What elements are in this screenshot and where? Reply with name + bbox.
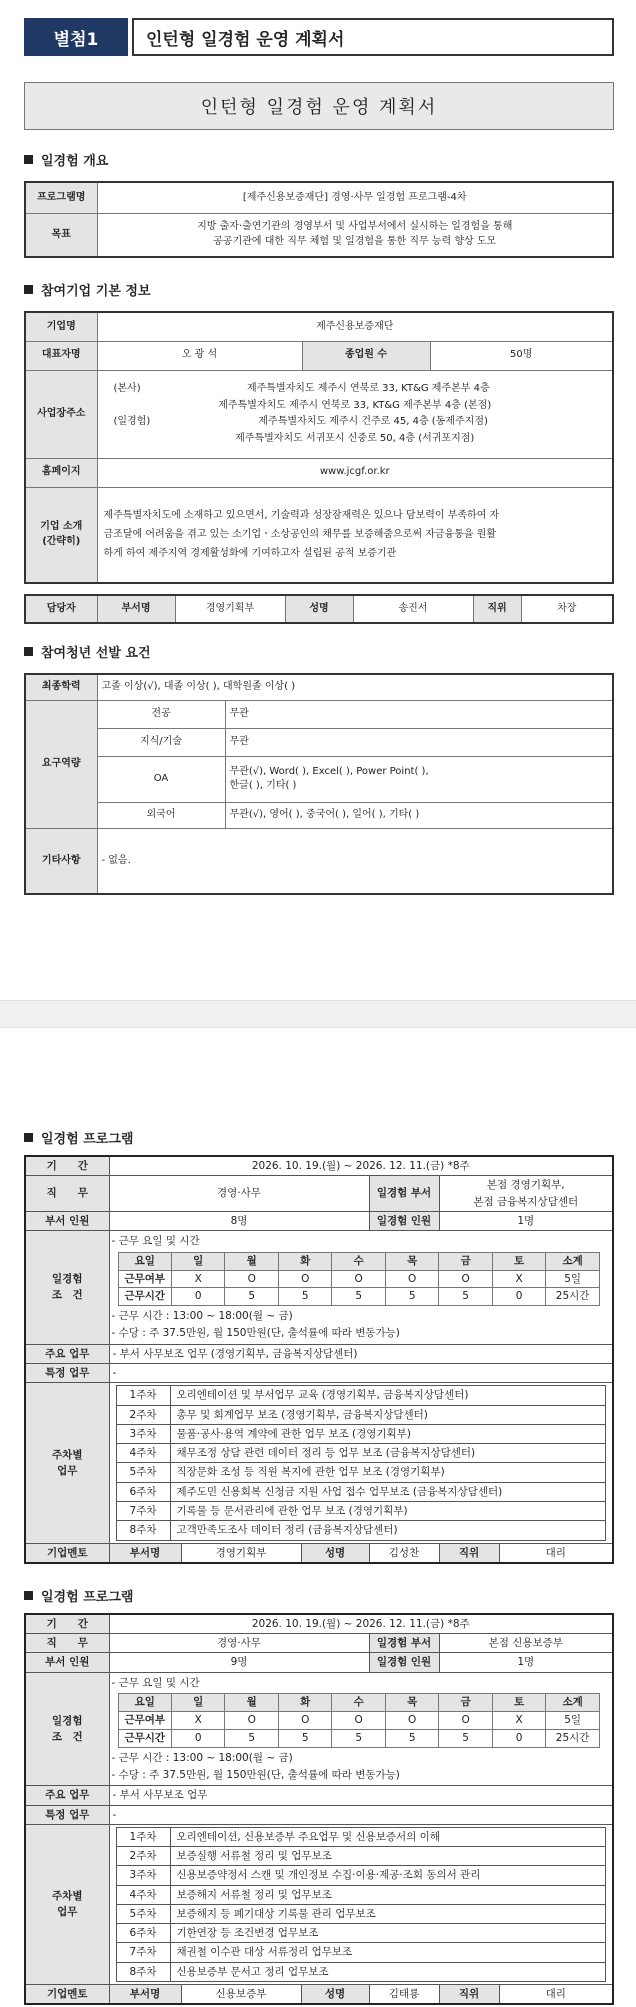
table-row [25,487,613,583]
section-heading-label: 참여기업 기본 정보 [41,284,151,299]
schedule-header: 소계 [546,1694,600,1712]
quota-value: 1명 [439,1653,613,1672]
schedule-header: 화 [278,1694,331,1712]
week-task: 보증해지 등 폐기대상 기록물 관리 업무보조 [170,1904,606,1923]
address-tag: (본사) [113,383,141,394]
table-row [25,1614,613,1634]
mentor-position-value: 대리 [499,1543,613,1563]
schedule-header: 토 [492,1252,545,1270]
company-intro-value [97,487,613,583]
square-bullet-icon [24,1591,33,1600]
mentor-label: 기업멘토 [25,1985,109,2005]
company-table [24,311,614,584]
address-tag: (일경험) [113,416,151,427]
goal-line: 공공기관에 대한 직무 체험 및 일경험을 통한 직무 능력 향상 도모 [213,235,497,247]
weekly-task-table [116,1385,607,1540]
dept-staff-label: 부서 인원 [25,1211,109,1230]
name-label: 성명 [285,595,353,623]
address-text: 제주특별자치도 제주시 연북로 33, KT&G 제주본부 4층 [246,383,490,394]
quota-label: 일경험 인원 [369,1211,439,1230]
table-row [25,341,613,370]
name-value: 송진서 [353,595,473,623]
staff-count-value: 50명 [430,341,613,370]
schedule-cell: 5 [278,1288,331,1306]
week-task: 물품·공사·용역 계약에 관한 업무 보조 (경영기획부) [170,1424,606,1443]
mentor-position-value: 대리 [499,1985,613,2005]
main-task-label: 주요 업무 [25,1344,109,1363]
weekly-task-row [116,1866,606,1885]
schedule-header: 수 [332,1252,385,1270]
square-bullet-icon [24,155,33,164]
schedule-cell: 5일 [546,1270,600,1288]
address-value [97,370,613,458]
schedule-cell: O [278,1712,331,1730]
quota-value: 1명 [439,1211,613,1230]
schedule-cell: 0 [492,1288,545,1306]
schedule-header: 금 [439,1252,492,1270]
table-row [25,1211,613,1230]
condition-label [25,1231,109,1345]
weekly-task-row [116,1482,606,1501]
week-number: 3주차 [116,1866,170,1885]
schedule-header: 요일 [118,1252,171,1270]
square-bullet-icon [24,1133,33,1142]
mentor-dept-value: 신용보증부 [181,1985,301,2005]
quota-label: 일경험 인원 [369,1653,439,1672]
table-row [25,1543,613,1563]
schedule-cell: 5 [332,1288,385,1306]
week-number: 8주차 [116,1962,170,1981]
schedule-header: 수 [332,1694,385,1712]
table-row [25,1985,613,2005]
homepage-label: 홈페이지 [25,458,97,487]
mentor-dept-label: 부서명 [109,1543,181,1563]
schedule-cell: O [278,1270,331,1288]
table-row [25,1344,613,1363]
weekly-task-row [116,1444,606,1463]
manager-label: 담당자 [25,595,97,623]
section-heading-company [24,280,614,299]
address-text: 제주특별자치도 제주시 건주로 45, 4층 (동제주지점) [258,416,488,427]
special-task-value: - [109,1805,613,1824]
weekly-task-table [116,1827,607,1982]
table-row [25,595,613,623]
schedule-row [118,1712,599,1730]
table-row [25,1786,613,1805]
dept-line: 본점 경영기획부, [486,1179,565,1192]
main-task-value: - 부서 사무보조 업무 [109,1786,613,1805]
oa-label: OA [97,756,225,802]
schedule-cell: O [225,1270,278,1288]
week-number: 4주차 [116,1885,170,1904]
schedule-cell: O [439,1270,492,1288]
weekly-task-row [116,1463,606,1482]
week-task: 보증해지 서류철 정리 및 업무보조 [170,1885,606,1904]
table-row [25,1634,613,1653]
allowance-note: - 수당 : 주 37.5만원, 월 150만원(단, 출석률에 따라 변동가능) [111,1327,400,1340]
weekly-task-row [116,1962,606,1981]
weekly-task-row [116,1943,606,1962]
job-value: 경영·사무 [109,1176,369,1212]
mentor-name-label: 성명 [301,1543,369,1563]
weekly-task-row [116,1924,606,1943]
page-one [0,0,636,895]
week-number: 7주차 [116,1943,170,1962]
table-row [25,1672,613,1786]
work-row-label: 근무여부 [118,1712,171,1730]
period-label: 기 간 [25,1156,109,1176]
section-heading-overview [24,150,614,169]
goal-value [97,213,613,257]
schedule-cell: X [492,1712,545,1730]
weekly-task-label [25,1824,109,1984]
dept-line: 본점 금융복지상담센터 [473,1195,579,1208]
section-heading-program-2 [24,1586,614,1605]
table-row [25,312,613,341]
mentor-position-label: 직위 [439,1985,499,2005]
knowledge-value: 무관 [225,728,613,756]
week-task: 기한연장 등 조건변경 업무보조 [170,1924,606,1943]
weekly-task-row [116,1405,606,1424]
week-task: 기록물 등 문서관리에 관한 업무 보조 (경영기획부) [170,1501,606,1520]
company-intro-label [25,487,97,583]
square-bullet-icon [24,647,33,656]
schedule-cell: 0 [171,1729,224,1747]
weekly-label-line: 주차별 [52,1448,83,1461]
dept-staff-label: 부서 인원 [25,1653,109,1672]
schedule-header-row [118,1252,599,1270]
oa-value [225,756,613,802]
week-number: 6주차 [116,1924,170,1943]
hours-row-label: 근무시간 [118,1288,171,1306]
allowance-note: - 수당 : 주 37.5만원, 월 150만원(단, 출석률에 따라 변동가능) [111,1768,400,1781]
intro-label-line: 기업 소개 [40,521,83,533]
condition-label-line: 조 건 [51,1730,83,1743]
period-label: 기 간 [25,1614,109,1634]
schedule-header-row [118,1694,599,1712]
weekly-task-row [116,1827,606,1846]
program-name-value: [제주신용보증재단] 경영·사무 일경험 프로그램-4차 [97,182,613,213]
schedule-cell: 5 [439,1729,492,1747]
table-row [25,802,613,828]
condition-value [109,1231,613,1345]
address-line-hq [98,381,613,398]
special-task-value: - [109,1364,613,1383]
condition-label-line: 일경험 [52,1273,83,1286]
schedule-header: 토 [492,1694,545,1712]
goal-line: 지방 출자·출연기관의 경영부서 및 사업부서에서 실시하는 일경험을 통해 [197,221,513,233]
week-task: 총무 및 회계업무 보조 (경영기획부, 금융복지상담센터) [170,1405,606,1424]
document-title: 인턴형 일경험 운영 계획서 [24,82,614,130]
dept-value: 경영기획부 [175,595,285,623]
mentor-position-label: 직위 [439,1543,499,1563]
section-heading-requirements [24,642,614,661]
weekly-task-cell [109,1383,613,1543]
address-label: 사업장주소 [25,370,97,458]
section-heading-label: 일경험 프로그램 [41,1589,134,1605]
table-row [25,1383,613,1543]
contact-table [24,594,614,624]
special-task-label: 특정 업무 [25,1805,109,1824]
ceo-value: 오 광 석 [97,341,302,370]
schedule-header: 금 [439,1694,492,1712]
homepage-value: www.jcgf.or.kr [97,458,613,487]
weekly-task-row [116,1847,606,1866]
schedule-cell: 5 [332,1729,385,1747]
schedule-cell: 5 [385,1729,438,1747]
schedule-header: 화 [278,1252,331,1270]
schedule-cell: O [439,1712,492,1730]
table-row [25,756,613,802]
schedule-cell: 5 [225,1288,278,1306]
schedule-cell: O [385,1270,438,1288]
weekly-task-cell [109,1824,613,1984]
period-value: 2026. 10. 19.(월) ~ 2026. 12. 11.(금) *8주 [109,1614,613,1634]
schedule-cell: 25시간 [546,1288,600,1306]
schedule-row [118,1729,599,1747]
week-number: 1주차 [116,1386,170,1405]
schedule-row [118,1288,599,1306]
week-number: 3주차 [116,1424,170,1443]
table-row [25,674,613,700]
week-task: 채무조정 상담 관련 데이터 정리 등 업무 보조 (금융복지상담센터) [170,1444,606,1463]
condition-label-line: 일경험 [52,1714,83,1727]
condition-label [25,1672,109,1786]
mentor-dept-label: 부서명 [109,1985,181,2005]
table-row [25,1156,613,1176]
major-value: 무관 [225,700,613,728]
work-dept-label: 일경험 부서 [369,1634,439,1653]
schedule-header: 일 [171,1694,224,1712]
schedule-header: 소계 [546,1252,600,1270]
mentor-name-value: 김성찬 [369,1543,439,1563]
condition-label-line: 조 건 [51,1289,83,1302]
program-name-label: 프로그램명 [25,182,97,213]
schedule-title: - 근무 요일 및 시간 [111,1676,200,1689]
education-value: 고졸 이상(√), 대졸 이상( ), 대학원졸 이상( ) [97,674,613,700]
table-row [25,700,613,728]
week-task: 채권철 이수관 대상 서류정리 업무보조 [170,1943,606,1962]
week-number: 2주차 [116,1847,170,1866]
table-row [25,1824,613,1984]
company-name-value: 제주신용보증재단 [97,312,613,341]
page-separator [0,1000,636,1028]
section-heading-label: 일경험 개요 [41,154,109,169]
position-value: 차장 [521,595,613,623]
intro-line: 제주특별자치도에 소재하고 있으면서, 기술력과 성장잠재력은 있으나 담보력이 부족하여 자 [103,510,500,522]
goal-label: 목표 [25,213,97,257]
schedule-table [118,1252,600,1306]
table-row [25,1653,613,1672]
schedule-cell: O [332,1712,385,1730]
dept-label: 부서명 [97,595,175,623]
skills-label: 요구역량 [25,700,97,828]
schedule-row [118,1270,599,1288]
intro-line: 금조달에 어려움을 겪고 있는 소기업ㆍ소상공인의 채무를 보증해줌으로써 자금융통을 원활 [103,529,497,541]
week-number: 1주차 [116,1827,170,1846]
work-hours-note: - 근무 시간 : 13:00 ~ 18:00(월 ~ 금) [111,1751,293,1764]
document-header [24,18,614,56]
schedule-cell: 25시간 [546,1729,600,1747]
schedule-header: 요일 [118,1694,171,1712]
week-task: 고객만족도조사 데이터 정리 (금융복지상담센터) [170,1521,606,1540]
weekly-label-line: 주차별 [52,1890,83,1903]
week-task: 신용보증약정서 스캔 및 개인정보 수집·이용·제공·조회 동의서 관리 [170,1866,606,1885]
weekly-task-row [116,1885,606,1904]
overview-table [24,181,614,258]
program-table-1 [24,1155,614,1564]
attachment-badge: 별첨1 [24,18,128,56]
schedule-header: 월 [225,1252,278,1270]
schedule-cell: O [225,1712,278,1730]
weekly-task-row [116,1904,606,1923]
mentor-label: 기업멘토 [25,1543,109,1563]
main-task-value: - 부서 사무보조 업무 (경영기획부, 금융복지상담센터) [109,1344,613,1363]
address-line: 제주특별자치도 서귀포시 신중로 50, 4층 (서귀포지점) [235,432,475,444]
table-row [25,728,613,756]
table-row [25,370,613,458]
major-label: 전공 [97,700,225,728]
hours-row-label: 근무시간 [118,1729,171,1747]
ceo-label: 대표자명 [25,341,97,370]
schedule-header: 목 [385,1694,438,1712]
schedule-header: 목 [385,1252,438,1270]
section-heading-label: 참여청년 선발 요건 [41,646,151,661]
table-row [25,828,613,894]
program-table-2 [24,1613,614,2006]
week-task: 오리엔테이션, 신용보증부 주요업무 및 신용보증서의 이해 [170,1827,606,1846]
work-dept-label: 일경험 부서 [369,1176,439,1212]
schedule-cell: 5일 [546,1712,600,1730]
week-task: 직장문화 조성 등 직원 복지에 관한 업무 보조 (경영기획부) [170,1463,606,1482]
table-row [25,1364,613,1383]
schedule-cell: X [171,1712,224,1730]
company-name-label: 기업명 [25,312,97,341]
weekly-label-line: 업무 [57,1906,78,1919]
job-label: 직 무 [25,1176,109,1212]
table-row [25,458,613,487]
week-number: 2주차 [116,1405,170,1424]
schedule-cell: O [385,1712,438,1730]
weekly-task-row [116,1521,606,1540]
condition-value [109,1672,613,1786]
work-dept-value [439,1176,613,1212]
work-dept-value: 본점 신용보증부 [439,1634,613,1653]
weekly-label-line: 업무 [57,1464,78,1477]
schedule-cell: 5 [439,1288,492,1306]
schedule-cell: 5 [385,1288,438,1306]
schedule-cell: 5 [225,1729,278,1747]
job-label: 직 무 [25,1634,109,1653]
special-task-label: 특정 업무 [25,1364,109,1383]
oa-line: 무관(√), Word( ), Excel( ), Power Point( ), [229,765,429,777]
table-row [25,1231,613,1345]
table-row [25,1176,613,1212]
address-line: 제주특별자치도 제주시 연북로 33, KT&G 제주본부 4층 (본점) [218,399,492,411]
week-number: 7주차 [116,1501,170,1520]
etc-value: - 없음. [97,828,613,894]
address-line-work [98,414,613,431]
position-label: 직위 [473,595,521,623]
requirements-table [24,673,614,895]
schedule-header: 일 [171,1252,224,1270]
table-row [25,1805,613,1824]
dept-staff-value: 9명 [109,1653,369,1672]
work-hours-note: - 근무 시간 : 13:00 ~ 18:00(월 ~ 금) [111,1310,293,1323]
schedule-cell: X [171,1270,224,1288]
mentor-name-value: 김태룡 [369,1985,439,2005]
week-number: 5주차 [116,1904,170,1923]
intro-line: 하게 하여 제주지역 경제활성화에 기여하고자 설립된 공적 보증기관 [103,548,397,560]
period-value: 2026. 10. 19.(월) ~ 2026. 12. 11.(금) *8주 [109,1156,613,1176]
table-row [25,182,613,213]
schedule-table [118,1693,600,1747]
language-value: 무관(√), 영어( ), 중국어( ), 일어( ), 기타( ) [225,802,613,828]
schedule-header: 월 [225,1694,278,1712]
week-task: 제주도민 신용회복 신청금 지원 사업 접수 업무보조 (금융복지상담센터) [170,1482,606,1501]
schedule-cell: X [492,1270,545,1288]
section-heading-label: 일경험 프로그램 [41,1132,134,1147]
week-task: 신용보증부 문서고 정리 업무보조 [170,1962,606,1981]
education-label: 최종학력 [25,674,97,700]
square-bullet-icon [24,285,33,294]
staff-count-label: 종업원 수 [302,341,430,370]
schedule-cell: 5 [278,1729,331,1747]
weekly-task-row [116,1424,606,1443]
etc-label: 기타사항 [25,828,97,894]
mentor-dept-value: 경영기획부 [181,1543,301,1563]
week-number: 8주차 [116,1521,170,1540]
week-number: 5주차 [116,1463,170,1482]
schedule-title: - 근무 요일 및 시간 [111,1235,200,1248]
schedule-cell: O [332,1270,385,1288]
week-task: 보증실행 서류철 정리 및 업무보조 [170,1847,606,1866]
mentor-name-label: 성명 [301,1985,369,2005]
section-heading-program-1 [24,1128,614,1147]
knowledge-label: 지식/기술 [97,728,225,756]
weekly-task-row [116,1501,606,1520]
header-title: 인턴형 일경험 운영 계획서 [132,18,614,56]
oa-line: 한글( ), 기타( ) [229,780,297,791]
dept-staff-value: 8명 [109,1211,369,1230]
job-value: 경영·사무 [109,1634,369,1653]
weekly-task-row [116,1386,606,1405]
weekly-task-label [25,1383,109,1543]
week-number: 6주차 [116,1482,170,1501]
language-label: 외국어 [97,802,225,828]
work-row-label: 근무여부 [118,1270,171,1288]
schedule-cell: 0 [171,1288,224,1306]
main-task-label: 주요 업무 [25,1786,109,1805]
schedule-cell: 0 [492,1729,545,1747]
week-task: 오리엔테이션 및 부서업무 교육 (경영기획부, 금융복지상담센터) [170,1386,606,1405]
week-number: 4주차 [116,1444,170,1463]
intro-label-line: (간략히) [42,535,81,547]
table-row [25,213,613,257]
page-two [0,1028,636,2005]
